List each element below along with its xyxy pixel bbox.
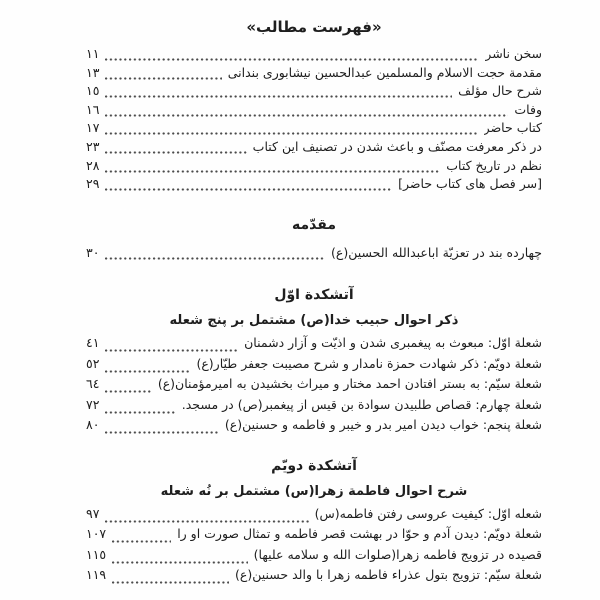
toc-entry-title: شعلة سیّم: تزویج بتول عذراء فاطمه زهرا با والد حسنین(ع) (234, 567, 542, 583)
dot-leader (104, 120, 478, 139)
toc-entry (86, 356, 542, 377)
section-subheading: ذکر احوال حبیب خدا(ص) مشتمل بر پنج شعله (169, 313, 459, 329)
toc-entry-page: ٢٣ (86, 138, 100, 154)
toc-entry (86, 176, 542, 195)
toc-entry (86, 547, 542, 568)
toc-entry (86, 158, 542, 177)
section-heading: مقدّمه (292, 216, 336, 233)
dot-leader (104, 506, 309, 527)
dot-leader (104, 65, 222, 84)
toc-entry (86, 397, 542, 418)
dot-leader (104, 139, 247, 158)
toc-entry-title: سخن ناشر (485, 46, 542, 61)
toc-entry-title: کتاب حاضر (483, 120, 542, 136)
toc-section-front-matter (86, 46, 542, 195)
toc-entry-page: ١٦ (86, 101, 100, 117)
toc-entry (86, 567, 542, 588)
toc-entry-page: ٣٠ (86, 244, 100, 260)
toc-entry-page: ١١ (86, 46, 100, 61)
toc-entry (86, 335, 542, 356)
section-subheading: شرح احوال فاطمة زهرا(س) مشتمل بر نُه شعله (160, 483, 468, 499)
toc-entry (86, 417, 542, 438)
dot-leader (104, 176, 393, 195)
toc-entry (86, 245, 542, 264)
toc-entry (86, 526, 542, 547)
dot-leader (104, 356, 191, 377)
toc-entry (86, 83, 542, 102)
toc-entry-title: در ذکر معرفت مصنّف و باعث شدن در تصنیف این کتاب (252, 138, 542, 154)
toc-entry-title: شعلة اوّل: مبعوث به پیغمبری شدن و اذیّت و آزار دشمنان (244, 335, 542, 351)
toc-entry-page: ١١٩ (86, 567, 107, 583)
toc-entry-page: ٩٧ (86, 505, 100, 521)
toc-entry-page: ٨٠ (86, 417, 100, 433)
toc-entry-title: چهارده بند در تعزیّة اباعبدالله الحسین(ع) (331, 244, 542, 260)
toc-entry-title: وفات (514, 101, 542, 117)
toc-entry-page: ١٠٧ (86, 526, 107, 542)
toc-entry-page: ٤١ (86, 335, 100, 351)
toc-entry (86, 139, 542, 158)
toc-entry-page: ٥٢ (86, 355, 100, 371)
toc-entry (86, 65, 542, 84)
dot-leader (111, 547, 249, 568)
toc-entry-title: شعلة پنجم: خواب دیدن امیر بدر و خیبر و فاطمه و حسنین(ع) (224, 417, 542, 433)
toc-entry-title: شعلة چهارم: قصاص طلبیدن سوادة بن قیس از پیغمبر(ص) در مسجد. (181, 396, 542, 412)
toc-section-atashkadeh-2 (86, 458, 542, 588)
toc-entry (86, 46, 542, 65)
dot-leader (111, 567, 230, 588)
toc-entry-title: قصیده در تزویج فاطمه زهرا(صلوات الله و سلامه علیها) (253, 546, 542, 562)
toc-entry-title: [سر فصل های کتاب حاضر] (398, 176, 542, 192)
toc-entry (86, 376, 542, 397)
toc-entry-title: مقدمة حجت الاسلام والمسلمین عبدالحسین نیشابوری بندانی (227, 64, 542, 80)
toc-entry-title: نظم در تاریخ کتاب (446, 157, 542, 173)
toc-entry-page: ١٣ (86, 64, 100, 80)
toc-section-atashkadeh-1 (86, 287, 542, 438)
dot-leader (104, 83, 453, 102)
toc-entry-page: ١٧ (86, 120, 100, 136)
toc-entry-page: ٢٨ (86, 157, 100, 173)
toc-entry (86, 506, 542, 527)
dot-leader (104, 102, 509, 121)
toc-entry-title: شعله اوّل: کیفیت عروسی رفتن فاطمه(س) (314, 505, 542, 521)
section-heading: آتشکدة اوّل (274, 287, 354, 304)
page-title: «فهرست مطالب» (246, 18, 382, 36)
toc-entry-page: ٧٢ (86, 396, 100, 412)
toc-entry-title: شرح حال مؤلف (458, 83, 542, 99)
dot-leader (104, 158, 441, 177)
dot-leader (104, 335, 239, 356)
toc-entry-page: ٦٤ (86, 376, 100, 392)
toc-entry-title: شعلة دویّم: دیدن آدم و حوّا در بهشت قصر فاطمه و تمثال صورت او را (177, 526, 542, 542)
dot-leader (104, 245, 326, 264)
toc-entry-title: شعلة دویّم: ذکر شهادت حمزة نامدار و شرح مصیبت جعفر طیّار(ع) (196, 355, 542, 371)
toc-entry-title: شعلة سیّم: به بستر افتادن احمد مختار و میراث بخشیدن به امیرمؤمنان(ع) (157, 376, 542, 392)
toc-entry (86, 120, 542, 139)
toc-section-moghaddameh (86, 217, 542, 264)
dot-leader (104, 376, 152, 397)
dot-leader (111, 526, 172, 547)
dot-leader (104, 397, 176, 418)
toc-entry-page: ١٥ (86, 83, 100, 99)
dot-leader (104, 46, 480, 65)
toc-entry-page: ٢٩ (86, 176, 100, 192)
section-heading: آتشکدة دویّم (271, 457, 357, 474)
toc-entry (86, 102, 542, 121)
dot-leader (104, 417, 219, 438)
toc-entry-page: ١١٥ (86, 546, 107, 562)
